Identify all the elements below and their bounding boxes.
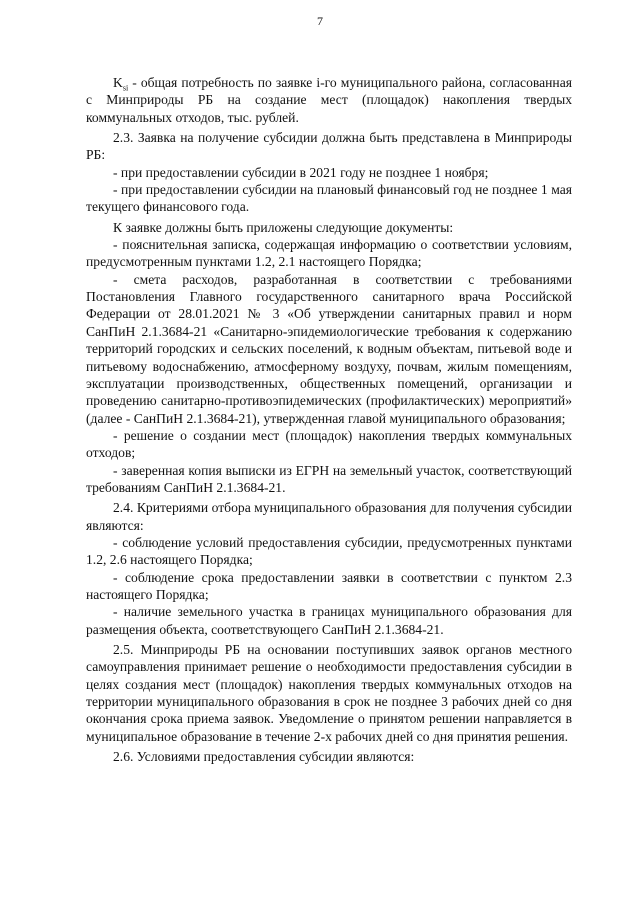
- list-item-decision: - решение о создании мест (площадок) накопления твердых коммунальных отходов;: [86, 427, 572, 461]
- document-body: [86, 74, 572, 765]
- paragraph-documents-intro: К заявке должны быть приложены следующие документы:: [113, 219, 454, 235]
- paragraph-2-4: 2.4. Критериями отбора муниципального образования для получения субсидии являются:: [86, 500, 572, 533]
- paragraph-2-3: 2.3. Заявка на получение субсидии должна быть представлена в Минприроды РБ:: [86, 130, 572, 163]
- list-item-egrn-extract: - заверенная копия выписки из ЕГРН на земельный участок, соответствующий требованиям СанПиН 2.1.3684-21.: [86, 462, 572, 495]
- paragraph-2-5: 2.5. Минприроды РБ на основании поступивших заявок органов местного самоуправления принимает решение о необходимости предоставления субсидии в целях создания мест (площадок) накопления твердых коммунальных отходов на территории муниципального образования в срок не позднее 3 рабочих дней со дня окончания срока приема заявок. Уведомление о принятом решении направляется в муниципальное образование в течение 2-х рабочих дней со дня принятия решения.: [86, 642, 572, 744]
- paragraph-2-6: 2.6. Условиями предоставления субсидии являются:: [113, 749, 415, 765]
- ksi-subscript: si: [122, 83, 129, 93]
- list-item-deadline-planned-year: - при предоставлении субсидии на плановый финансовый год не позднее 1 мая текущего финансового года.: [86, 182, 572, 215]
- list-item-land-plot: - наличие земельного участка в границах муниципального образования для размещения объекта, соответствующего СанПиН 2.1.3684-21.: [86, 604, 572, 637]
- list-item-explanatory-note: - пояснительная записка, содержащая информацию о соответствии условиям, предусмотренным пунктами 1.2, 2.1 настоящего Порядка;: [86, 237, 572, 270]
- ksi-definition-text: - общая потребность по заявке i-го муниципального района, согласованная с Минприроды РБ на создание мест (площадок) накопления твердых коммунальных отходов, тыс. рублей.: [86, 75, 572, 125]
- paragraph-ksi-definition: [86, 74, 572, 126]
- ksi-symbol: K: [113, 75, 123, 90]
- list-item-deadline-2021: - при предоставлении субсидии в 2021 году не позднее 1 ноября;: [113, 164, 489, 180]
- page-number: 7: [317, 14, 323, 28]
- list-item-deadline-compliance: - соблюдение срока предоставлении заявки в соответствии с пунктом 2.3 настоящего Порядка;: [86, 569, 572, 602]
- list-item-conditions-compliance: - соблюдение условий предоставления субсидии, предусмотренных пунктами 1.2, 2.6 настоящего Порядка;: [86, 534, 572, 568]
- list-item-cost-estimate: - смета расходов, разработанная в соответствии с требованиями Постановления Главного государственного санитарного врача Российской Федерации от 28.01.2021 № 3 «Об утверждении санитарных правил и норм СанПиН 2.1.3684-21 «Санитарно-эпидемиологические требования к содержанию территорий городских и сельских поселений, к водным объектам, питьевой воде и питьевому водоснабжению, атмосферному воздуху, почвам, жилым помещениям, эксплуатации производственных, общественных помещений, организации и проведению санитарно-противоэпидемических (профилактических) мероприятий» (далее - СанПиН 2.1.3684-21), утвержденная главой муниципального образования;: [86, 271, 572, 426]
